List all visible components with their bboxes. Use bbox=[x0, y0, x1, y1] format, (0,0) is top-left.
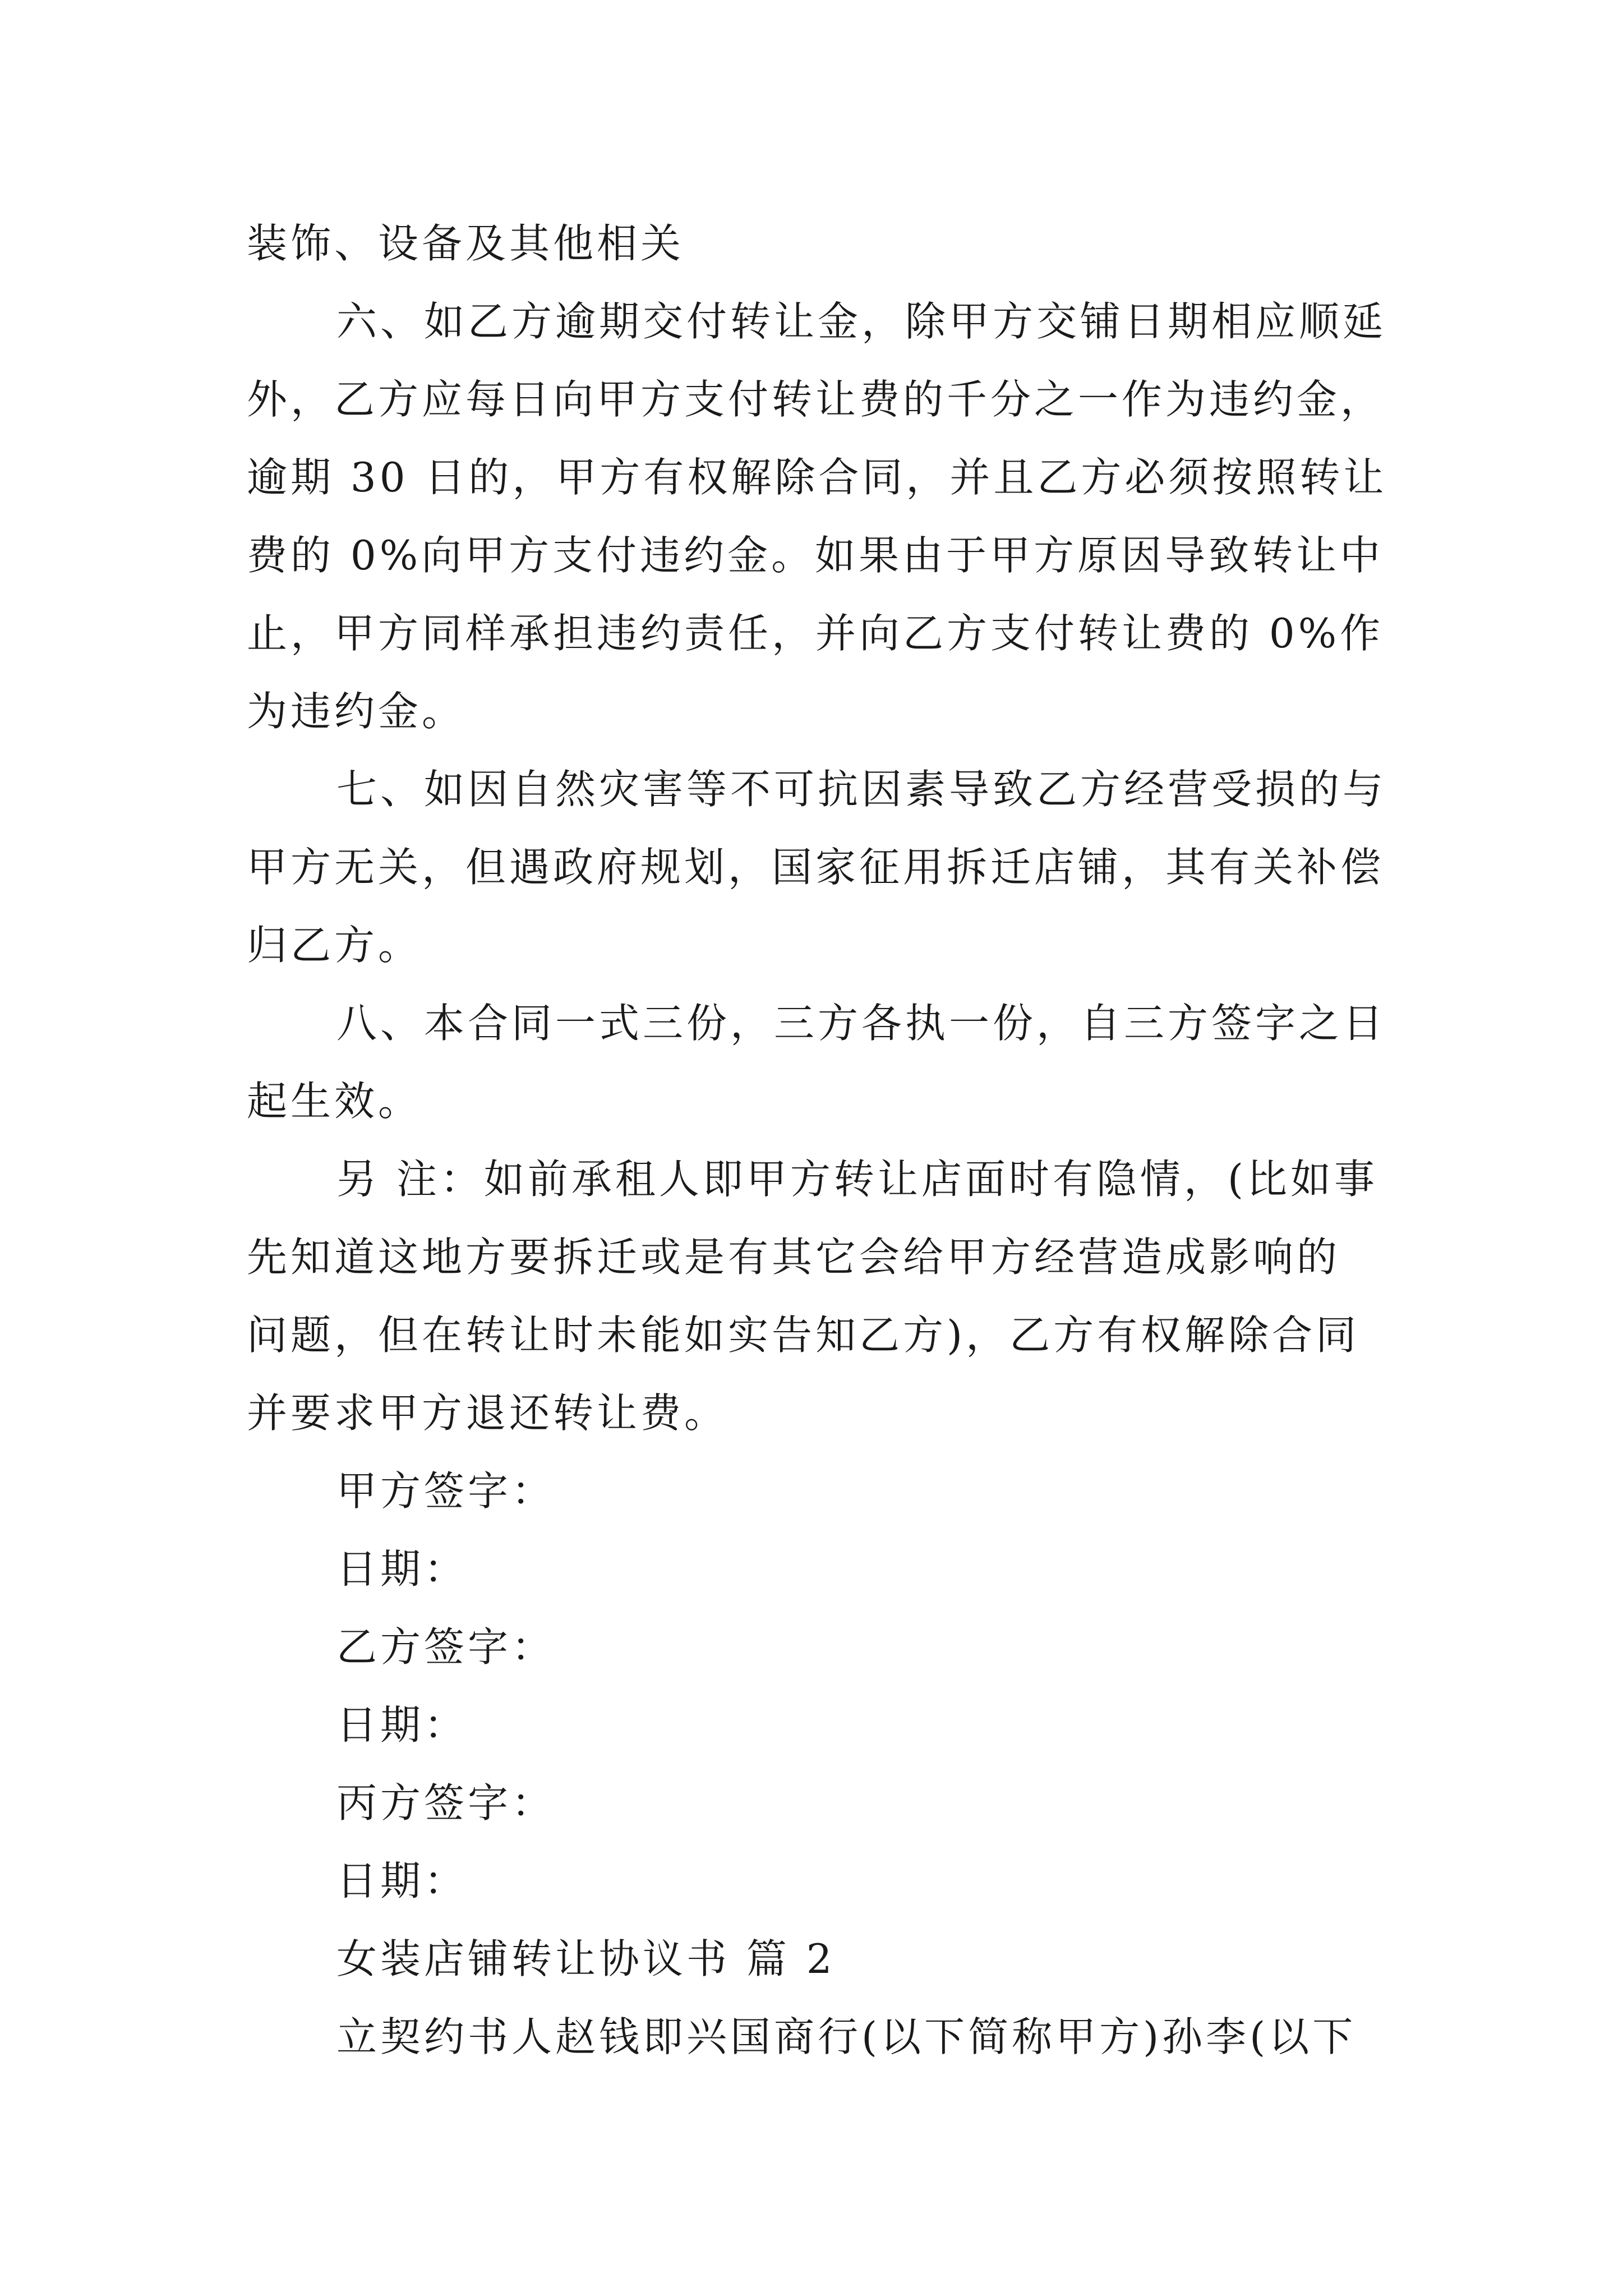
text-line: 甲方无关，但遇政府规划，国家征用拆迁店铺，其有关补偿 bbox=[247, 844, 1385, 891]
signature-label-party-b: 乙方签字： bbox=[336, 1623, 556, 1671]
text-line: 八、本合同一式三份，三方各执一份，自三方签字之日 bbox=[336, 1000, 1387, 1047]
text-line: 归乙方。 bbox=[247, 922, 422, 969]
date-label-party-c: 日期： bbox=[336, 1857, 468, 1904]
text-line: 另 注：如前承租人即甲方转让店面时有隐情，(比如事 bbox=[336, 1156, 1378, 1203]
text-line: 六、如乙方逾期交付转让金，除甲方交铺日期相应顺延 bbox=[336, 298, 1387, 345]
document-body bbox=[247, 205, 1385, 2076]
text-line: 并要求甲方退还转让费。 bbox=[247, 1389, 728, 1437]
text-line: 起生效。 bbox=[247, 1078, 422, 1125]
section-heading: 女装店铺转让协议书 篇 2 bbox=[336, 1935, 836, 1982]
signature-label-party-c: 丙方签字： bbox=[336, 1779, 556, 1826]
text-line: 逾期 30 日的，甲方有权解除合同，并且乙方必须按照转让 bbox=[247, 454, 1387, 501]
text-line: 费的 0%向甲方支付违约金。如果由于甲方原因导致转让中 bbox=[247, 532, 1384, 579]
date-label-party-a: 日期： bbox=[336, 1545, 468, 1593]
text-line: 问题，但在转让时未能如实告知乙方)，乙方有权解除合同 bbox=[247, 1312, 1360, 1359]
text-line: 止，甲方同样承担违约责任，并向乙方支付转让费的 0%作 bbox=[247, 610, 1384, 657]
signature-label-party-a: 甲方签字： bbox=[336, 1467, 556, 1515]
text-line: 七、如因自然灾害等不可抗因素导致乙方经营受损的与 bbox=[336, 766, 1387, 813]
date-label-party-b: 日期： bbox=[336, 1701, 468, 1749]
text-line: 外，乙方应每日向甲方支付转让费的千分之一作为违约金， bbox=[247, 376, 1385, 423]
text-line: 为违约金。 bbox=[247, 688, 466, 735]
text-line: 装饰、设备及其他相关 bbox=[247, 220, 685, 267]
text-line: 立契约书人赵钱即兴国商行(以下简称甲方)孙李(以下 bbox=[336, 2013, 1357, 2060]
text-line: 先知道这地方要拆迁或是有其它会给甲方经营造成影响的 bbox=[247, 1234, 1341, 1281]
